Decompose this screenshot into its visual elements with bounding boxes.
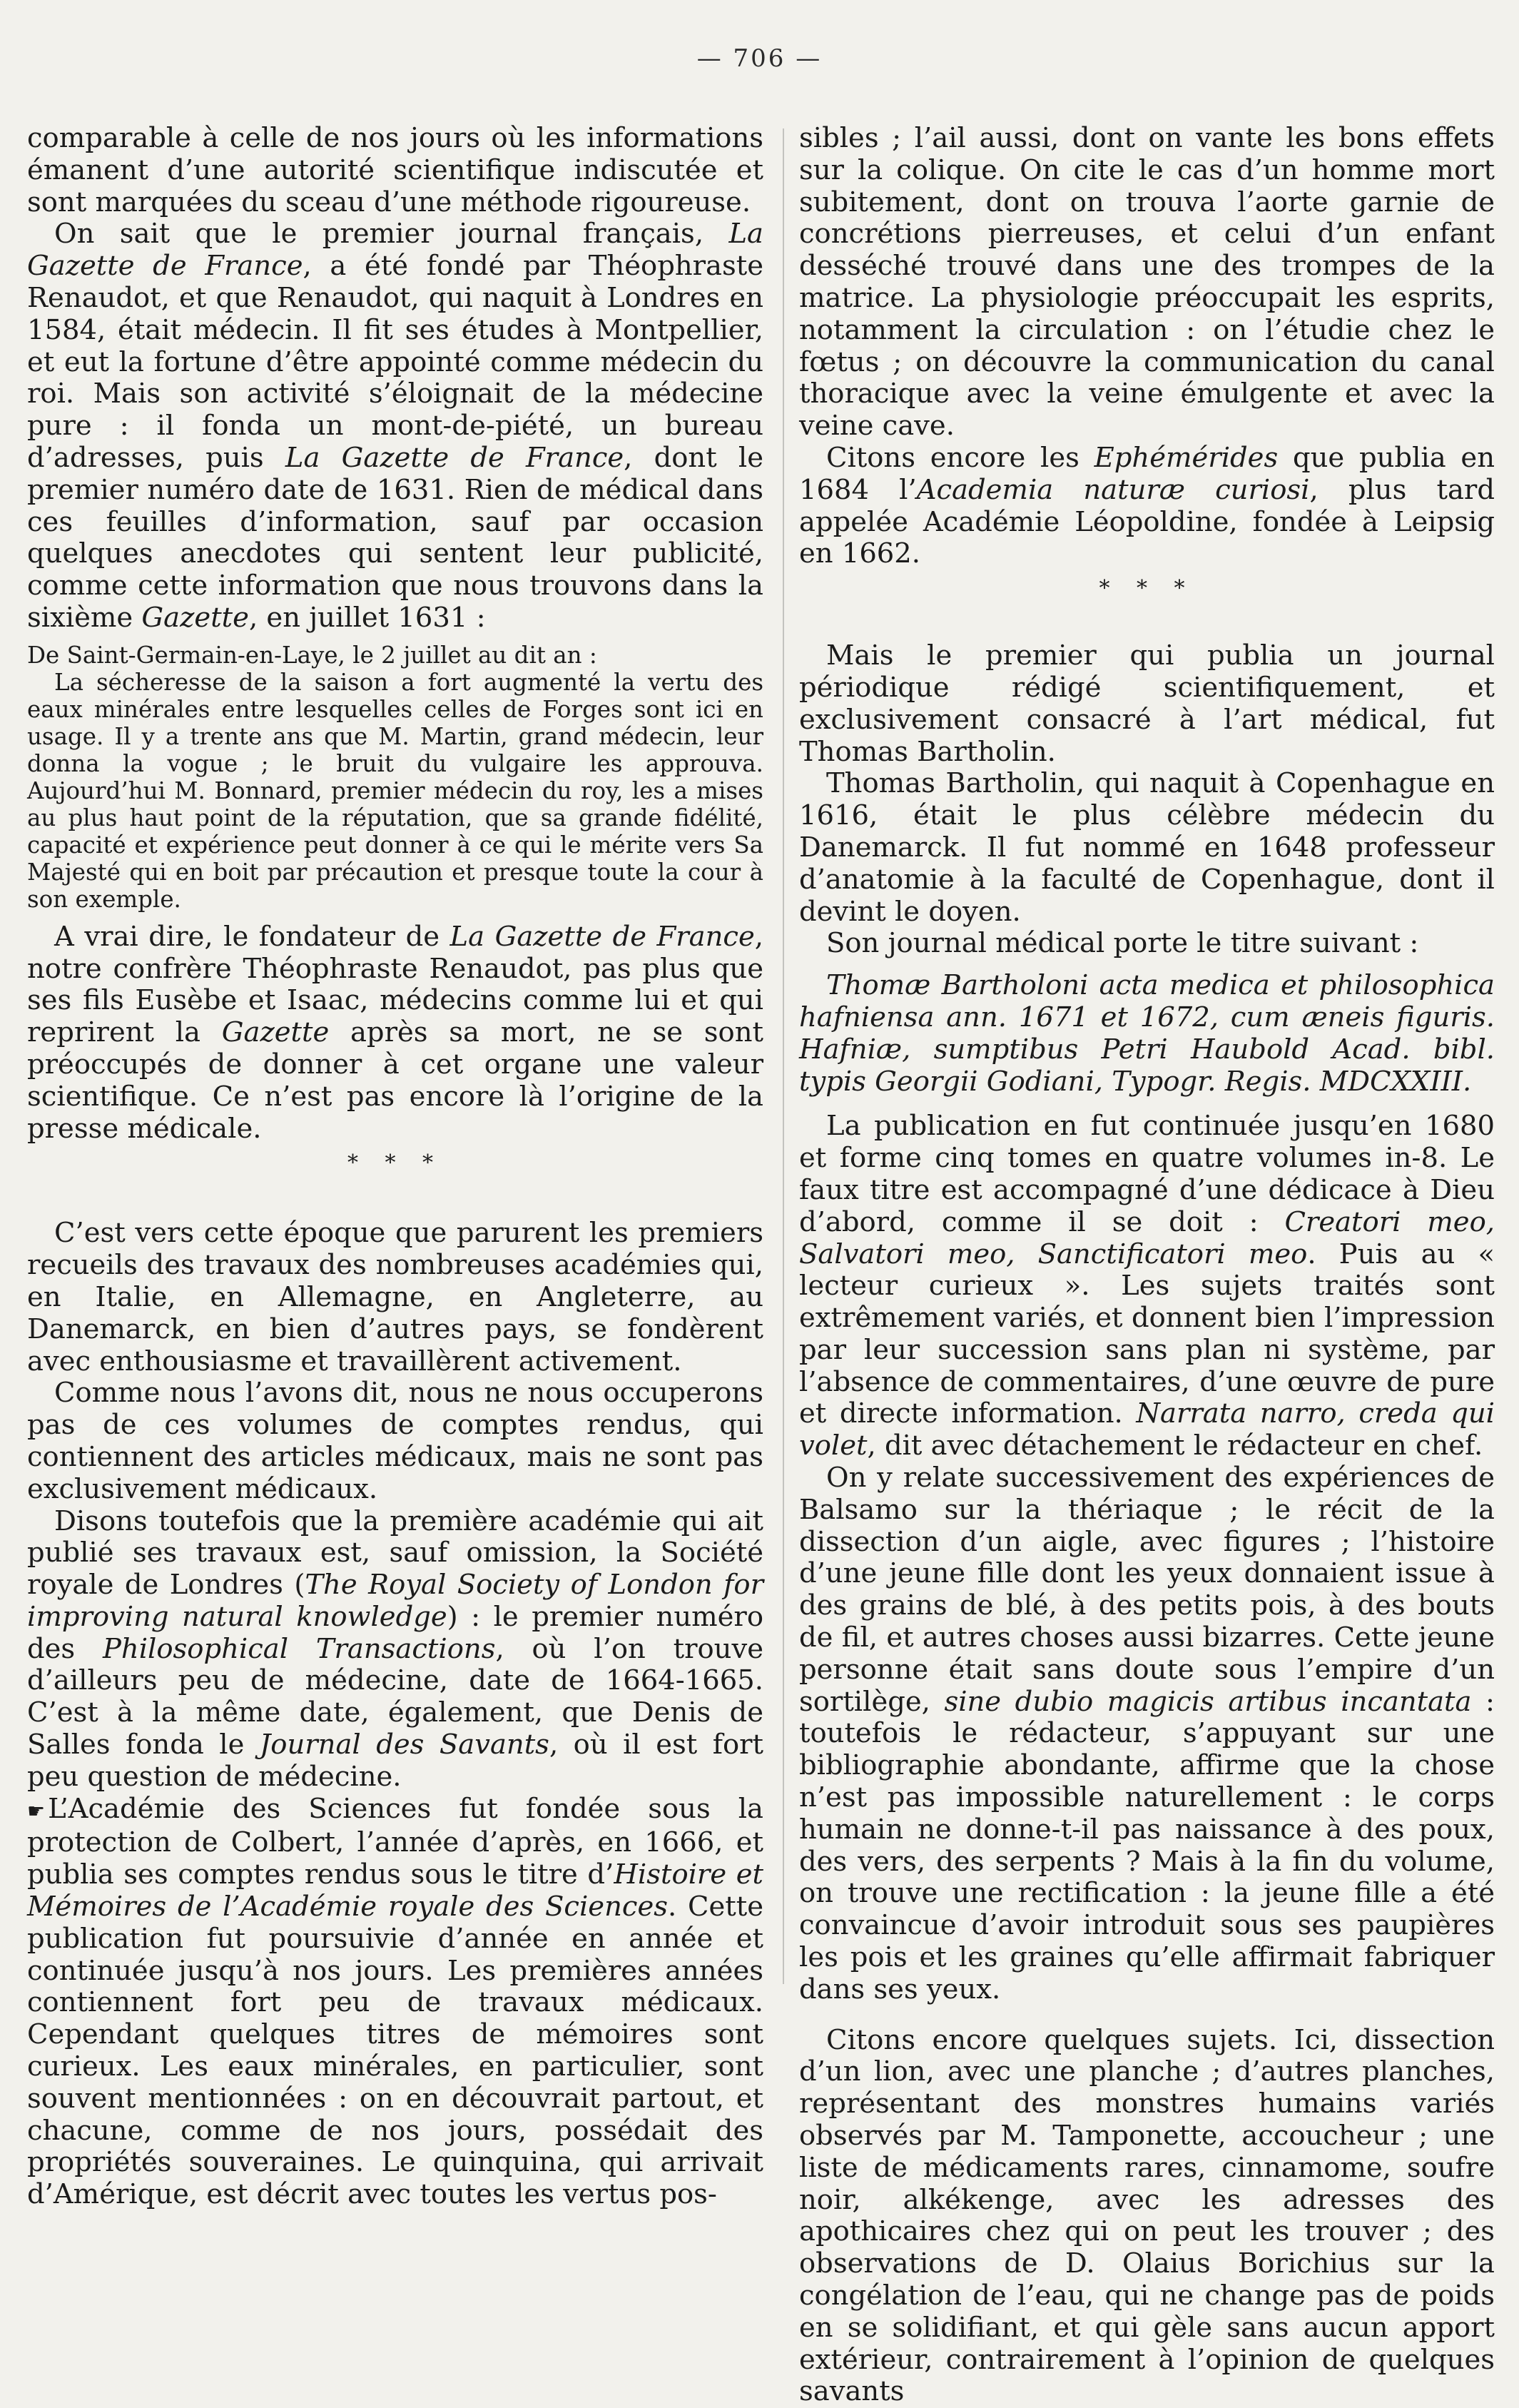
paragraph: Citons encore les Ephémérides que publia en 1684 l’Academia naturæ curiosi, plus tard appelée Académie Léopoldine, fondée à Leipsig en 1662.	[799, 441, 1495, 570]
paragraph: Son journal médical porte le titre suivant :	[826, 927, 1419, 960]
paragraph: Comme nous l’avons dit, nous ne nous occuperons pas de ces volumes de comptes rendus, qui contiennent des articles médicaux, mais ne sont pas exclusivement médicaux.	[27, 1377, 763, 1505]
paragraph: Thomas Bartholin, qui naquit à Copenhague en 1616, était le plus célèbre médecin du Danemarck. Il fut nommé en 1648 professeur d’anatomie à la faculté de Copenhague, dont il devint le doyen.	[799, 767, 1495, 928]
page-number: — 706 —	[696, 44, 823, 73]
paragraph: Disons toutefois que la première académie qui ait publié ses travaux est, sauf omission, la Société royale de Londres (The Royal Society of London for improving natural knowledge) : le premier numéro des Philosophical Transactions, où l’on trouve d’ailleurs peu de médecine, date de 1664-1665. C’est à la même date, également, que Denis de Salles fonda le Journal des Savants, où il est fort peu question de médecine.	[27, 1504, 763, 1793]
paragraph: sibles ; l’ail aussi, dont on vante les bons effets sur la colique. On cite le cas d’un homme mort subitement, dont on trouva l’aorte garnie de concrétions pierreuses, et celui d’un enfant desséché trouvé dans une des trompes de la matrice. La physiologie préoccupait les esprits, notamment la circulation : on l’étudie chez le fœtus ; on découvre la communication du canal thoracique avec la veine émulgente et avec la veine cave.	[799, 122, 1495, 442]
paragraph: C’est vers cette époque que parurent les premiers recueils des travaux des nombreuses académies qui, en Italie, en Allemagne, en Angleterre, au Danemarck, en bien d’autres pays, se fondèrent avec enthousiasme et travaillèrent activement.	[27, 1217, 763, 1377]
quote-text: La sécheresse de la saison a fort augmenté la vertu des eaux minérales entre lesquelles celles de Forges sont ici en usage. Il y a trente ans que M. Martin, grand médecin, leur donna la vogue ; le bruit du vulgaire les approuva. Aujourd’hui M. Bonnard, premier médecin du roy, les a mises au plus haut point de la réputation, que sa grande fidélité, capacité et expérience peut donner à ce qui le mérite vers Sa Majesté qui en boit par précaution et presque toute la cour à son exemple.	[27, 668, 763, 913]
paragraph: La publication en fut continuée jusqu’en 1680 et forme cinq tomes en quatre volumes in-8. Le faux titre est accompagné d’une dédicace à Dieu d’abord, comme il se doit : Creatori meo, Salvatori meo, Sanctificatori meo. Puis au « lecteur curieux ». Les sujets traités sont extrêmement variés, et donnent bien l’impression par leur succession sans plan ni système, par l’absence de commentaires, d’une œuvre de pure et directe information. Narrata narro, creda qui volet, dit avec détachement le rédacteur en chef.	[799, 1110, 1495, 1462]
pointing-hand-icon: ☛	[27, 1799, 46, 1823]
paragraph: On y relate successivement des expériences de Balsamo sur la thériaque ; le récit de la dissection d’un aigle, avec figures ; l’histoire d’une jeune fille dont les yeux donnaient issue à des grains de blé, à des petits pois, à des bouts de fil, et autres choses aussi bizarres. Cette jeune personne était sans doute sous l’empire d’un sortilège, sine dubio magicis artibus incantata : toutefois le rédacteur, s’appuyant sur une bibliographie abondante, affirme que la chose n’est pas impossible naturellement : le corps humain ne donne-t-il pas naissance à des poux, des vers, des serpents ? Mais à la fin du volume, on trouve une rectification : la jeune fille a été convaincue d’avoir introduit sous ses paupières les pois et les graines qu’elle affirmait fabriquer dans ses yeux.	[799, 1462, 1495, 2005]
left-column	[27, 123, 763, 2211]
column-divider	[783, 128, 784, 1984]
paragraph: A vrai dire, le fondateur de La Gazette de France, notre confrère Théophraste Renaudot, pas plus que ses fils Eusèbe et Isaac, médecins comme lui et qui reprirent la Gazette après sa mort, ne se sont préoccupés de donner à cet organe une valeur scientifique. Ce n’est pas encore là l’origine de la presse médicale.	[27, 920, 763, 1145]
paragraph: ☛ L’Académie des Sciences fut fondée sous la protection de Colbert, l’année d’après, en 1666, et publia ses comptes rendus sous le titre d’Histoire et Mémoires de l’Académie royale des Sciences. Cette publication fut poursuivie d’année en année et continuée jusqu’à nos jours. Les premières années contiennent fort peu de travaux médicaux. Cependant quelques titres de mémoires sont curieux. Les eaux minérales, en particulier, sont souvent mentionnées : on en découvrait partout, et chacune, comme de nos jours, possédait des propriétés souveraines. Le quinquina, qui arrivait d’Amérique, est décrit avec toutes les vertus pos-	[27, 1792, 764, 2211]
section-separator: * * *	[347, 1150, 444, 1176]
paragraph: comparable à celle de nos jours où les informations émanent d’une autorité scientifique indiscutée et sont marquées du sceau d’une méthode rigoureuse.	[27, 122, 763, 218]
section-separator: * * *	[1099, 576, 1195, 602]
journal-title-citation: Thomæ Bartholoni acta medica et philosophica hafniensa ann. 1671 et 1672, cum æneis figuris. Hafniæ, sumptibus Petri Haubold Acad. bibl. typis Georgii Godiani, Typogr. Regis. MDCXXIII.	[799, 969, 1495, 1098]
block-quote	[27, 642, 763, 913]
right-column	[799, 123, 1495, 2408]
paragraph: Mais le premier qui publia un journal périodique rédigé scientifiquement, et exclusivement consacré à l’art médical, fut Thomas Bartholin.	[799, 639, 1495, 768]
paragraph: Citons encore quelques sujets. Ici, dissection d’un lion, avec une planche ; d’autres planches, représentant des monstres humains variés observés par M. Tamponette, accoucheur ; une liste de médicaments rares, cinnamome, soufre noir, alkékenge, avec les adresses des apothicaires chez qui on peut les trouver ; des observations de D. Olaius Borichius sur la congélation de l’eau, qui ne change pas de poids en se solidifiant, et qui gèle sans aucun apport extérieur, contrairement à l’opinion de quelques savants	[799, 2023, 1495, 2408]
quote-line: De Saint-Germain-en-Laye, le 2 juillet au dit an :	[27, 641, 597, 669]
paragraph: On sait que le premier journal français, La Gazette de France, a été fondé par Théophraste Renaudot, et que Renaudot, qui naquit à Londres en 1584, était médecin. Il fit ses études à Montpellier, et eut la fortune d’être appointé comme médecin du roi. Mais son activité s’éloignait de la médecine pure : il fonda un mont-de-piété, un bureau d’adresses, puis La Gazette de France, dont le premier numéro date de 1631. Rien de médical dans ces feuilles d’information, sauf par occasion quelques anecdotes qui sentent leur publicité, comme cette information que nous trouvons dans la sixième Gazette, en juillet 1631 :	[27, 218, 764, 634]
